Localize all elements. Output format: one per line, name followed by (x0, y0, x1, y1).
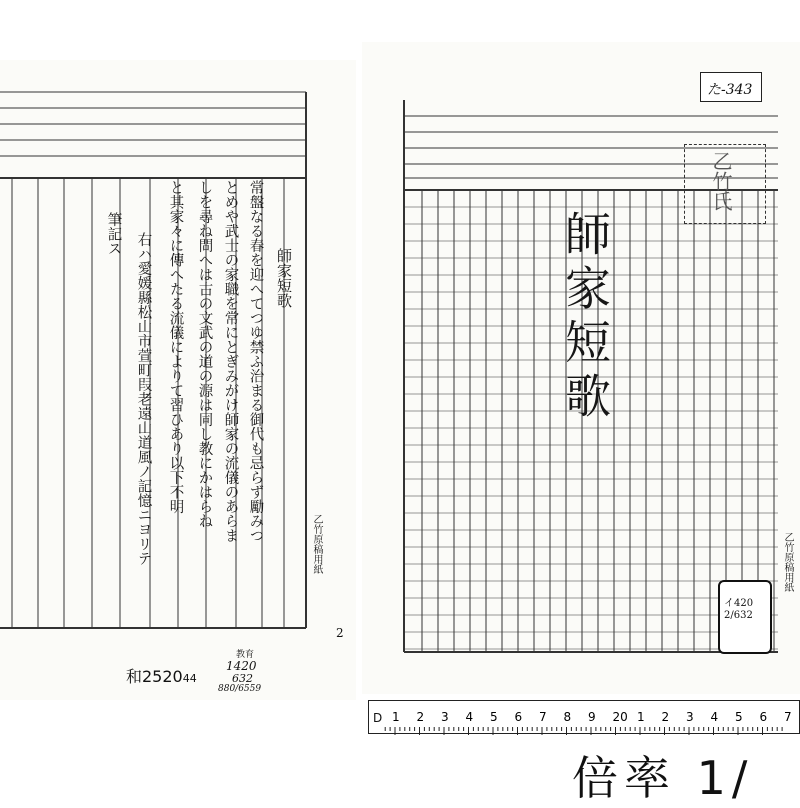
text-column-2: とめや武士の家職を常にとぎみがけ師家の流儀のあらま (222, 180, 239, 543)
ruler-number: 5 (490, 710, 498, 724)
ruler-number: 7 (784, 710, 792, 724)
box-code-2: 2/632 (724, 610, 753, 621)
magnification-label: 倍率 1/ (572, 751, 754, 805)
ruler-number: 7 (539, 710, 547, 724)
ruler-number: 8 (563, 710, 572, 724)
document-title: 師家短歌 (558, 210, 612, 426)
collection-box-stamp (718, 580, 772, 654)
handwritten-code-3: 880/6559 (218, 684, 262, 694)
text-column-1: 常盤なる春を迎へてつゆ禁ふ治まる御代も忌らず勵みつ (247, 180, 264, 543)
catalog-tag (700, 72, 762, 102)
ruler-number: 20 (612, 710, 628, 724)
ownership-seal (684, 144, 766, 224)
note-column-2: 筆記ス (105, 212, 122, 256)
ruler-number: 4 (710, 710, 719, 724)
ruler-number: 3 (441, 710, 449, 724)
right-title-page (362, 42, 800, 694)
registry-suffix: 44 (182, 672, 197, 685)
ruler-label: D (373, 711, 383, 725)
ruler-number: 4 (465, 710, 474, 724)
left-page-number: 2 (336, 626, 344, 640)
seal-text: 乙竹氏 (709, 151, 733, 211)
registry-number: 和2520 (126, 667, 183, 686)
left-heading: 師家短歌 (275, 248, 293, 308)
text-column-4: と其家々に傳へたる流儀によりて習ひあり以下不明 (167, 180, 184, 514)
ruler-ticks (369, 701, 800, 735)
ruler-number: 5 (735, 710, 743, 724)
ruler-number: 1 (637, 710, 645, 724)
stamp-label: 教育 (236, 650, 255, 660)
handwritten-code-1: 1420 (226, 659, 257, 673)
left-manuscript-page (0, 60, 356, 700)
ruler-number: 6 (759, 710, 768, 724)
box-code: イ420 (724, 598, 754, 609)
measurement-ruler (368, 700, 800, 734)
bottom-registry-note (126, 664, 197, 687)
text-column-3: しを尋ね問へは古の文武の道の源は同し教にかはらね (196, 180, 213, 528)
left-paper-label: 乙竹原稿用紙 (311, 514, 322, 574)
note-column-1: 右ハ愛媛縣松山市萱町叚老遠山道風ノ記憶ニヨリテ (135, 232, 152, 566)
ruler-number: 9 (588, 710, 596, 724)
ruler-number: 2 (661, 710, 670, 724)
ruler-number: 6 (514, 710, 523, 724)
ruler-number: 1 (392, 710, 400, 724)
ruler-number: 2 (416, 710, 425, 724)
ruler-number: 3 (686, 710, 694, 724)
right-paper-label: 乙竹原稿用紙 (782, 532, 793, 592)
handwritten-code-2: 632 (232, 672, 253, 685)
catalog-tag-text: た-343 (707, 82, 753, 98)
